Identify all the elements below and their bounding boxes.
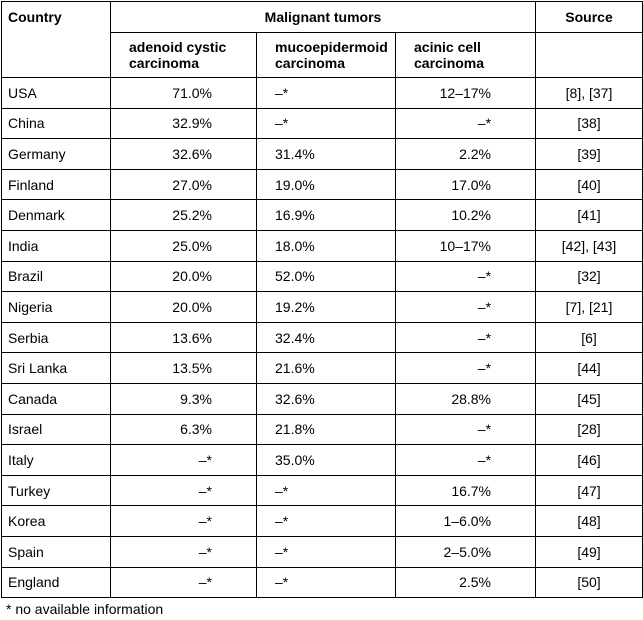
cell-acinic: 2.5% (396, 567, 536, 598)
cell-acinic: –* (396, 108, 536, 139)
cell-country: Denmark (2, 200, 111, 231)
cell-acinic: 2.2% (396, 139, 536, 170)
cell-acinic: 10–17% (396, 230, 536, 261)
header-adenoid: adenoid cystic carcinoma (111, 33, 257, 78)
table-row (2, 353, 643, 384)
cell-muco: 32.6% (257, 383, 396, 414)
cell-country: USA (2, 78, 111, 109)
cell-muco: 52.0% (257, 261, 396, 292)
cell-adenoid: 9.3% (111, 383, 257, 414)
table-row (2, 414, 643, 445)
cell-acinic: 10.2% (396, 200, 536, 231)
cell-country: Israel (2, 414, 111, 445)
cell-adenoid: –* (111, 567, 257, 598)
cell-adenoid: 32.9% (111, 108, 257, 139)
header-muco: mucoepidermoid carcinoma (257, 33, 396, 78)
table-row (2, 292, 643, 323)
table-row (2, 536, 643, 567)
cell-acinic: –* (396, 292, 536, 323)
cell-acinic: 28.8% (396, 383, 536, 414)
cell-country: England (2, 567, 111, 598)
cell-muco: –* (257, 108, 396, 139)
cell-adenoid: –* (111, 536, 257, 567)
cell-country: Brazil (2, 261, 111, 292)
cell-country: China (2, 108, 111, 139)
cell-source: [45] (536, 383, 643, 414)
cell-country: Serbia (2, 322, 111, 353)
cell-source: [7], [21] (536, 292, 643, 323)
cell-country: Finland (2, 169, 111, 200)
cell-country: Sri Lanka (2, 353, 111, 384)
cell-source: [8], [37] (536, 78, 643, 109)
cell-adenoid: 25.0% (111, 230, 257, 261)
table-row (2, 383, 643, 414)
cell-adenoid: 32.6% (111, 139, 257, 170)
cell-acinic: 16.7% (396, 475, 536, 506)
table-row (2, 108, 643, 139)
cell-muco: 35.0% (257, 445, 396, 476)
cell-muco: 32.4% (257, 322, 396, 353)
cell-source: [32] (536, 261, 643, 292)
cell-muco: 19.0% (257, 169, 396, 200)
cell-muco: –* (257, 78, 396, 109)
cell-country: Spain (2, 536, 111, 567)
cell-muco: –* (257, 536, 396, 567)
cell-acinic: –* (396, 445, 536, 476)
tumor-table (1, 1, 643, 598)
table-row (2, 475, 643, 506)
cell-muco: –* (257, 475, 396, 506)
table-row (2, 139, 643, 170)
cell-muco: –* (257, 567, 396, 598)
table-row (2, 169, 643, 200)
cell-adenoid: 71.0% (111, 78, 257, 109)
cell-muco: 21.6% (257, 353, 396, 384)
cell-adenoid: 13.6% (111, 322, 257, 353)
header-source-empty (536, 33, 643, 78)
cell-adenoid: 13.5% (111, 353, 257, 384)
cell-source: [46] (536, 445, 643, 476)
cell-source: [28] (536, 414, 643, 445)
header-row-1 (2, 2, 643, 33)
cell-muco: 16.9% (257, 200, 396, 231)
table-row (2, 567, 643, 598)
table-row (2, 78, 643, 109)
cell-source: [42], [43] (536, 230, 643, 261)
cell-source: [48] (536, 506, 643, 537)
header-source: Source (536, 2, 643, 33)
cell-country: Turkey (2, 475, 111, 506)
header-country: Country (2, 2, 111, 78)
cell-country: Italy (2, 445, 111, 476)
cell-source: [47] (536, 475, 643, 506)
cell-muco: 19.2% (257, 292, 396, 323)
cell-adenoid: –* (111, 506, 257, 537)
cell-country: Canada (2, 383, 111, 414)
cell-acinic: –* (396, 414, 536, 445)
cell-adenoid: 20.0% (111, 261, 257, 292)
cell-country: Germany (2, 139, 111, 170)
cell-country: Korea (2, 506, 111, 537)
table-body (2, 78, 643, 598)
cell-adenoid: 20.0% (111, 292, 257, 323)
cell-adenoid: 25.2% (111, 200, 257, 231)
cell-adenoid: –* (111, 445, 257, 476)
cell-country: India (2, 230, 111, 261)
cell-muco: 18.0% (257, 230, 396, 261)
cell-source: [39] (536, 139, 643, 170)
cell-adenoid: –* (111, 475, 257, 506)
cell-adenoid: 27.0% (111, 169, 257, 200)
cell-acinic: 12–17% (396, 78, 536, 109)
header-acinic: acinic cell carcinoma (396, 33, 536, 78)
table-row (2, 261, 643, 292)
cell-source: [6] (536, 322, 643, 353)
cell-source: [49] (536, 536, 643, 567)
cell-country: Nigeria (2, 292, 111, 323)
cell-source: [41] (536, 200, 643, 231)
header-malignant: Malignant tumors (111, 2, 536, 33)
table-row (2, 506, 643, 537)
table-row (2, 445, 643, 476)
cell-acinic: –* (396, 353, 536, 384)
cell-acinic: 17.0% (396, 169, 536, 200)
cell-acinic: –* (396, 261, 536, 292)
cell-muco: 31.4% (257, 139, 396, 170)
cell-acinic: 2–5.0% (396, 536, 536, 567)
cell-acinic: 1–6.0% (396, 506, 536, 537)
cell-acinic: –* (396, 322, 536, 353)
cell-adenoid: 6.3% (111, 414, 257, 445)
cell-source: [44] (536, 353, 643, 384)
table-row (2, 200, 643, 231)
cell-muco: –* (257, 506, 396, 537)
table-row (2, 230, 643, 261)
cell-source: [40] (536, 169, 643, 200)
cell-source: [38] (536, 108, 643, 139)
footnote: * no available information (6, 601, 164, 617)
cell-source: [50] (536, 567, 643, 598)
cell-muco: 21.8% (257, 414, 396, 445)
table-row (2, 322, 643, 353)
